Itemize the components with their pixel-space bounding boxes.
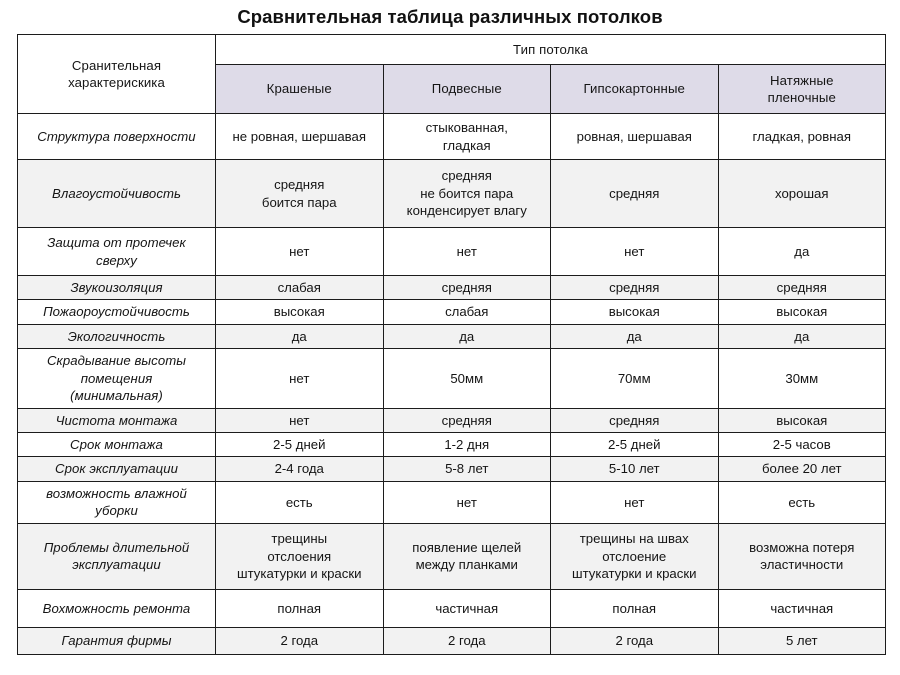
cell-suspended bbox=[383, 228, 551, 276]
text-line: Проблемы длительной bbox=[43, 539, 190, 555]
cell-stretch-film bbox=[718, 160, 886, 228]
text-line: да bbox=[459, 328, 475, 344]
cell-suspended bbox=[383, 523, 551, 589]
text-line: 2 года bbox=[447, 633, 486, 649]
text-line: 5-8 лет bbox=[445, 461, 489, 477]
text-line: не ровная, шершавая bbox=[232, 128, 367, 144]
cell-stretch-film bbox=[718, 627, 886, 654]
comparison-table bbox=[17, 34, 886, 655]
cell-drywall bbox=[551, 349, 719, 408]
row-param-label bbox=[18, 349, 216, 408]
cell-stretch-film bbox=[718, 408, 886, 432]
cell-drywall bbox=[551, 589, 719, 627]
cell-drywall bbox=[551, 114, 719, 160]
text-line: появление щелей bbox=[412, 539, 522, 555]
text-line: частичная bbox=[435, 600, 499, 616]
text-line: средняя bbox=[776, 280, 827, 295]
cell-stretch-film bbox=[718, 523, 886, 589]
text-line: Срок эксплуатации bbox=[55, 461, 178, 477]
cell-stretch-film bbox=[718, 589, 886, 627]
text-line: 2 года bbox=[615, 633, 654, 649]
cell-stretch-film bbox=[718, 300, 886, 324]
cell-drywall bbox=[551, 160, 719, 228]
cell-stretch-film bbox=[718, 349, 886, 408]
table-row bbox=[18, 523, 886, 589]
text-line: возможность влажной bbox=[46, 485, 187, 501]
cell-drywall bbox=[551, 432, 719, 456]
cell-drywall bbox=[551, 228, 719, 276]
text-line: отслоения bbox=[267, 548, 332, 564]
text-line: слабая bbox=[277, 280, 321, 295]
cell-painted bbox=[216, 349, 384, 408]
cell-painted bbox=[216, 627, 384, 654]
text-line: средняя bbox=[274, 177, 325, 193]
table-row bbox=[18, 228, 886, 276]
text-line: эксплуатации bbox=[72, 557, 161, 573]
table-row bbox=[18, 457, 886, 481]
cell-painted bbox=[216, 160, 384, 228]
cell-painted bbox=[216, 481, 384, 523]
text-line: нет bbox=[456, 494, 477, 510]
text-line: хорошая bbox=[775, 185, 829, 201]
text-line: Чистота монтажа bbox=[55, 412, 178, 428]
text-line: полная bbox=[277, 600, 322, 616]
cell-painted bbox=[216, 324, 384, 348]
cell-drywall bbox=[551, 627, 719, 654]
table-header bbox=[18, 35, 886, 114]
cell-stretch-film bbox=[718, 228, 886, 276]
text-line: Пожаороустойчивость bbox=[43, 304, 190, 320]
header-row-group bbox=[18, 35, 886, 65]
row-param-label bbox=[18, 408, 216, 432]
page-title: Сравнительная таблица различных потолков bbox=[237, 6, 663, 27]
table-row bbox=[18, 432, 886, 456]
text-line: средняя bbox=[609, 412, 660, 428]
text-line: Натяжные bbox=[770, 72, 834, 88]
row-param-label bbox=[18, 523, 216, 589]
text-line: есть bbox=[788, 494, 816, 510]
text-line: Крашеные bbox=[266, 81, 332, 97]
text-line: средняя bbox=[441, 168, 492, 184]
text-line: 1-2 дня bbox=[444, 436, 490, 452]
text-line: конденсирует влагу bbox=[406, 203, 527, 219]
text-line: нет bbox=[289, 412, 310, 428]
text-line: средняя bbox=[441, 280, 492, 295]
text-line: Влагоустойчивость bbox=[52, 185, 181, 201]
text-line: 5-10 лет bbox=[608, 461, 660, 477]
text-line: средняя bbox=[441, 412, 492, 428]
cell-suspended bbox=[383, 160, 551, 228]
cell-painted bbox=[216, 523, 384, 589]
table-row bbox=[18, 300, 886, 324]
cell-stretch-film bbox=[718, 481, 886, 523]
text-line: высокая bbox=[608, 304, 660, 320]
row-param-label bbox=[18, 481, 216, 523]
row-param-label bbox=[18, 276, 216, 300]
cell-suspended bbox=[383, 432, 551, 456]
cell-suspended bbox=[383, 627, 551, 654]
cell-stretch-film bbox=[718, 457, 886, 481]
text-line: полная bbox=[612, 600, 657, 616]
text-line: нет bbox=[289, 370, 310, 386]
text-line: возможна потеря bbox=[749, 539, 855, 555]
cell-suspended bbox=[383, 481, 551, 523]
table-row bbox=[18, 160, 886, 228]
text-line: помещения bbox=[80, 370, 153, 386]
table-row bbox=[18, 408, 886, 432]
text-line: 2-5 часов bbox=[772, 436, 831, 452]
text-line: Гарантия фирмы bbox=[61, 633, 172, 649]
cell-stretch-film bbox=[718, 432, 886, 456]
text-line: между планками bbox=[415, 557, 518, 573]
text-line: 30мм bbox=[785, 370, 819, 386]
cell-stretch-film bbox=[718, 114, 886, 160]
header-type-suspended bbox=[383, 65, 551, 114]
comparison-table-container bbox=[17, 34, 885, 655]
cell-suspended bbox=[383, 300, 551, 324]
cell-drywall bbox=[551, 276, 719, 300]
text-line: 70мм bbox=[617, 370, 651, 386]
header-parameter-column bbox=[18, 35, 216, 114]
text-line: 2-4 года bbox=[274, 461, 324, 477]
text-line: Защита от протечек bbox=[47, 235, 186, 251]
row-param-label bbox=[18, 432, 216, 456]
text-line: гладкая bbox=[442, 137, 491, 153]
table-row bbox=[18, 589, 886, 627]
text-line: нет bbox=[456, 243, 477, 259]
text-line: 50мм bbox=[450, 370, 484, 386]
row-param-label bbox=[18, 160, 216, 228]
cell-painted bbox=[216, 457, 384, 481]
cell-suspended bbox=[383, 324, 551, 348]
text-line: штукатурки и краски bbox=[572, 566, 697, 581]
text-line: Вохможность ремонта bbox=[42, 600, 191, 616]
text-line: уборки bbox=[95, 503, 138, 519]
cell-painted bbox=[216, 276, 384, 300]
row-param-label bbox=[18, 627, 216, 654]
cell-suspended bbox=[383, 408, 551, 432]
cell-suspended bbox=[383, 589, 551, 627]
text-line: отслоение bbox=[602, 548, 667, 564]
text-line: штукатурки и краски bbox=[237, 566, 362, 581]
cell-suspended bbox=[383, 276, 551, 300]
row-param-label bbox=[18, 457, 216, 481]
table-row bbox=[18, 324, 886, 348]
text-line: высокая bbox=[776, 304, 828, 320]
text-line: да bbox=[794, 243, 810, 259]
text-line: Гипсокартонные bbox=[583, 81, 685, 97]
text-line: средняя bbox=[609, 185, 660, 201]
text-line: пленочные bbox=[767, 90, 836, 105]
text-line: более 20 лет bbox=[761, 461, 842, 477]
table-row bbox=[18, 114, 886, 160]
text-line: Подвесные bbox=[431, 81, 502, 97]
text-line: частичная bbox=[770, 600, 834, 616]
header-ceiling-type-group: Тип потолка bbox=[216, 35, 886, 65]
text-line: высокая bbox=[776, 412, 828, 428]
text-line: да bbox=[794, 328, 810, 344]
header-type-painted bbox=[216, 65, 384, 114]
table-body bbox=[18, 114, 886, 655]
text-line: Структура поверхности bbox=[37, 128, 196, 144]
text-line: 2-5 дней bbox=[608, 436, 661, 452]
cell-drywall bbox=[551, 408, 719, 432]
text-line: (минимальная) bbox=[70, 388, 163, 404]
cell-painted bbox=[216, 300, 384, 324]
cell-suspended bbox=[383, 114, 551, 160]
cell-drywall bbox=[551, 457, 719, 481]
text-line: Скрадывание высоты bbox=[46, 353, 187, 369]
text-line: Звукоизоляция bbox=[70, 280, 163, 295]
text-line: нет bbox=[624, 494, 645, 510]
cell-painted bbox=[216, 228, 384, 276]
text-line: 2-5 дней bbox=[273, 436, 326, 452]
text-line: трещины bbox=[271, 531, 328, 547]
text-line: да bbox=[291, 328, 307, 344]
header-type-stretch-film bbox=[718, 65, 886, 114]
row-param-label bbox=[18, 589, 216, 627]
cell-stretch-film bbox=[718, 276, 886, 300]
row-param-label bbox=[18, 300, 216, 324]
table-row bbox=[18, 627, 886, 654]
cell-drywall bbox=[551, 324, 719, 348]
text-line: 5 лет bbox=[785, 633, 818, 649]
cell-painted bbox=[216, 114, 384, 160]
text-line: ровная, шершавая bbox=[576, 128, 692, 144]
cell-stretch-film bbox=[718, 324, 886, 348]
text-line: характерискика bbox=[68, 75, 165, 90]
text-line: да bbox=[626, 328, 642, 344]
cell-suspended bbox=[383, 457, 551, 481]
text-line: слабая bbox=[445, 304, 489, 320]
text-line: нет bbox=[289, 243, 310, 259]
cell-suspended bbox=[383, 349, 551, 408]
cell-painted bbox=[216, 589, 384, 627]
cell-drywall bbox=[551, 300, 719, 324]
cell-painted bbox=[216, 432, 384, 456]
text-line: эластичности bbox=[760, 557, 844, 573]
text-line: есть bbox=[285, 494, 313, 510]
text-line: Сранительная bbox=[71, 57, 162, 73]
table-row bbox=[18, 349, 886, 408]
text-line: боится пара bbox=[261, 194, 337, 210]
text-line: высокая bbox=[273, 304, 325, 320]
text-line: Срок монтажа bbox=[70, 436, 163, 452]
cell-drywall bbox=[551, 481, 719, 523]
text-line: нет bbox=[624, 243, 645, 259]
row-param-label bbox=[18, 114, 216, 160]
text-line: стыкованная, bbox=[425, 120, 508, 136]
text-line: 2 года bbox=[280, 633, 319, 649]
table-row bbox=[18, 481, 886, 523]
header-type-drywall bbox=[551, 65, 719, 114]
text-line: гладкая, ровная bbox=[752, 128, 852, 144]
text-line: сверху bbox=[96, 252, 137, 268]
text-line: средняя bbox=[609, 280, 660, 295]
text-line: не боится пара bbox=[420, 185, 514, 201]
row-param-label bbox=[18, 324, 216, 348]
table-row bbox=[18, 276, 886, 300]
row-param-label bbox=[18, 228, 216, 276]
cell-painted bbox=[216, 408, 384, 432]
text-line: трещины на швах bbox=[579, 531, 689, 547]
text-line: Экологичность bbox=[67, 328, 166, 344]
cell-drywall bbox=[551, 523, 719, 589]
